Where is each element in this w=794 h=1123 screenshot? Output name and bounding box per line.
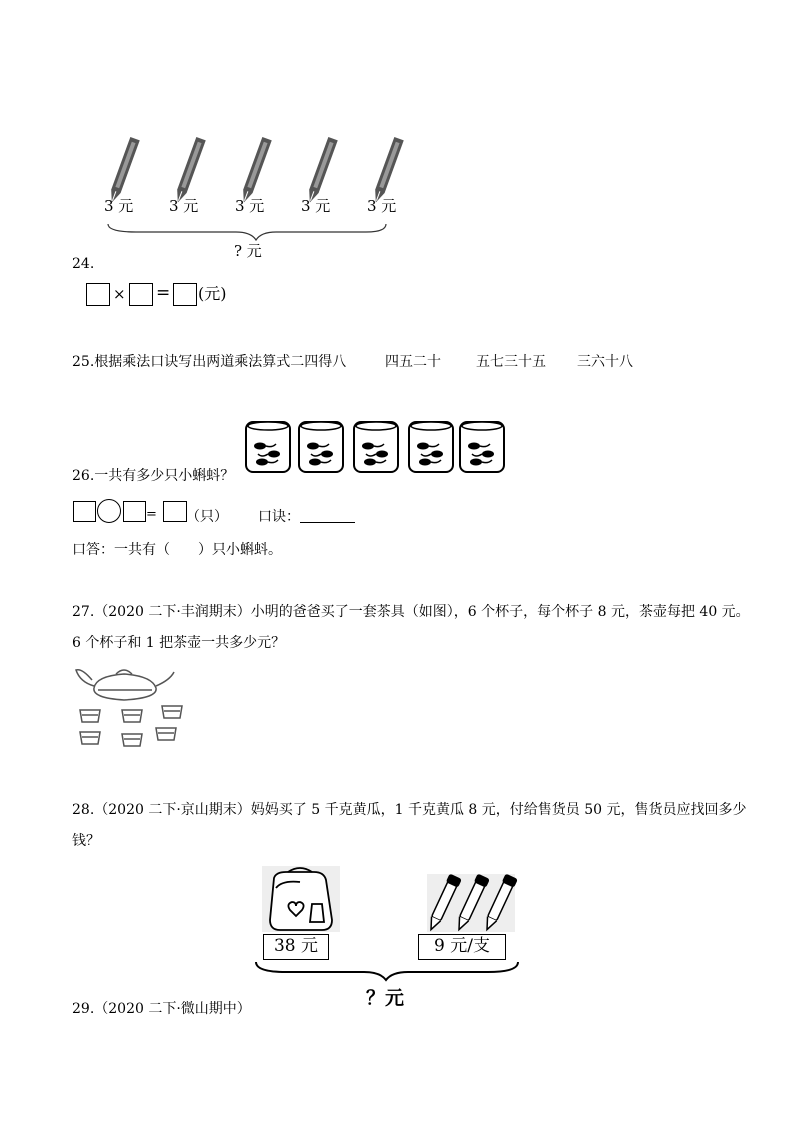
unit-zhi: （只） <box>186 509 228 525</box>
answer-box[interactable] <box>173 283 197 306</box>
pen-price-3: 3 元 <box>235 197 265 215</box>
backpack-price-label: 38 元 <box>263 934 329 960</box>
equals-sign: = <box>156 283 171 303</box>
tadpole-jars-figure <box>244 418 506 474</box>
pen-price-5: 3 元 <box>367 197 397 215</box>
jar-icon <box>299 422 343 472</box>
rhyme-item-3: 三六十八 <box>577 354 633 370</box>
answer-box[interactable] <box>123 501 146 522</box>
total-price-label: ？元 <box>366 987 405 1009</box>
tea-set-figure <box>72 660 194 752</box>
jar-icon <box>409 422 453 472</box>
cup-icon <box>80 732 100 744</box>
question-26-text: 26.一共有多少只小蝌蚪？ <box>72 468 235 484</box>
rhyme-blank[interactable] <box>300 522 355 523</box>
cup-icon <box>162 706 182 718</box>
pens-figure <box>96 128 406 258</box>
jar-icon <box>246 422 290 472</box>
answer-box[interactable] <box>73 501 96 522</box>
answer-box[interactable] <box>129 283 153 306</box>
question-27-line-1: 27.（2020 二下·丰润期末）小明的爸爸买了一套茶具（如图），6 个杯子，每个杯子 8 元，茶壶每把 40 元。 <box>72 604 750 620</box>
rhyme-item-2: 五七三十五 <box>476 354 546 370</box>
pen-price-label: 9 元/支 <box>418 934 506 960</box>
question-29-text: 29.（2020 二下·微山期中） <box>72 1001 251 1017</box>
cup-icon <box>156 728 176 740</box>
question-26-answer: 口答：一共有（ ）只小蝌蚪。 <box>72 542 282 558</box>
question-27-line-2: 6 个杯子和 1 把茶壶一共多少元？ <box>72 635 286 651</box>
answer-box[interactable] <box>86 283 110 306</box>
operator-circle[interactable] <box>97 499 121 523</box>
cup-icon <box>80 710 100 722</box>
rhyme-label: 口诀： <box>258 509 300 525</box>
teapot-icon <box>76 670 174 700</box>
jar-icon <box>354 422 398 472</box>
pen-icon <box>239 137 272 204</box>
rhyme-item-1: 四五二十 <box>385 354 441 370</box>
brace-icon <box>108 224 386 240</box>
cup-icon <box>122 710 142 722</box>
times-sign: × <box>113 285 126 303</box>
total-price-label: ? 元 <box>234 242 262 260</box>
pen-icon <box>305 137 338 204</box>
pen-price-2: 3 元 <box>169 197 199 215</box>
pen-icon <box>107 137 140 204</box>
question-24-number: 24. <box>72 256 95 272</box>
backpack-pens-figure <box>252 866 524 986</box>
pen-icon <box>371 137 404 204</box>
question-28-line-2: 钱？ <box>72 833 100 849</box>
brace-icon <box>256 962 518 980</box>
pen-price-4: 3 元 <box>301 197 331 215</box>
answer-box[interactable] <box>163 501 187 522</box>
pen-icon <box>173 137 206 204</box>
backpack-icon <box>270 868 332 930</box>
equals-sign: = <box>146 507 157 522</box>
jar-icon <box>460 422 504 472</box>
unit-yuan: (元) <box>198 284 227 303</box>
cup-icon <box>122 734 142 746</box>
question-25-text: 25.根据乘法口诀写出两道乘法算式二四得八 <box>72 354 347 370</box>
question-28-line-1: 28.（2020 二下·京山期末）妈妈买了 5 千克黄瓜，1 千克黄瓜 8 元，付给售货员 50 元，售货员应找回多少 <box>72 802 747 818</box>
pen-price-1: 3 元 <box>104 197 134 215</box>
